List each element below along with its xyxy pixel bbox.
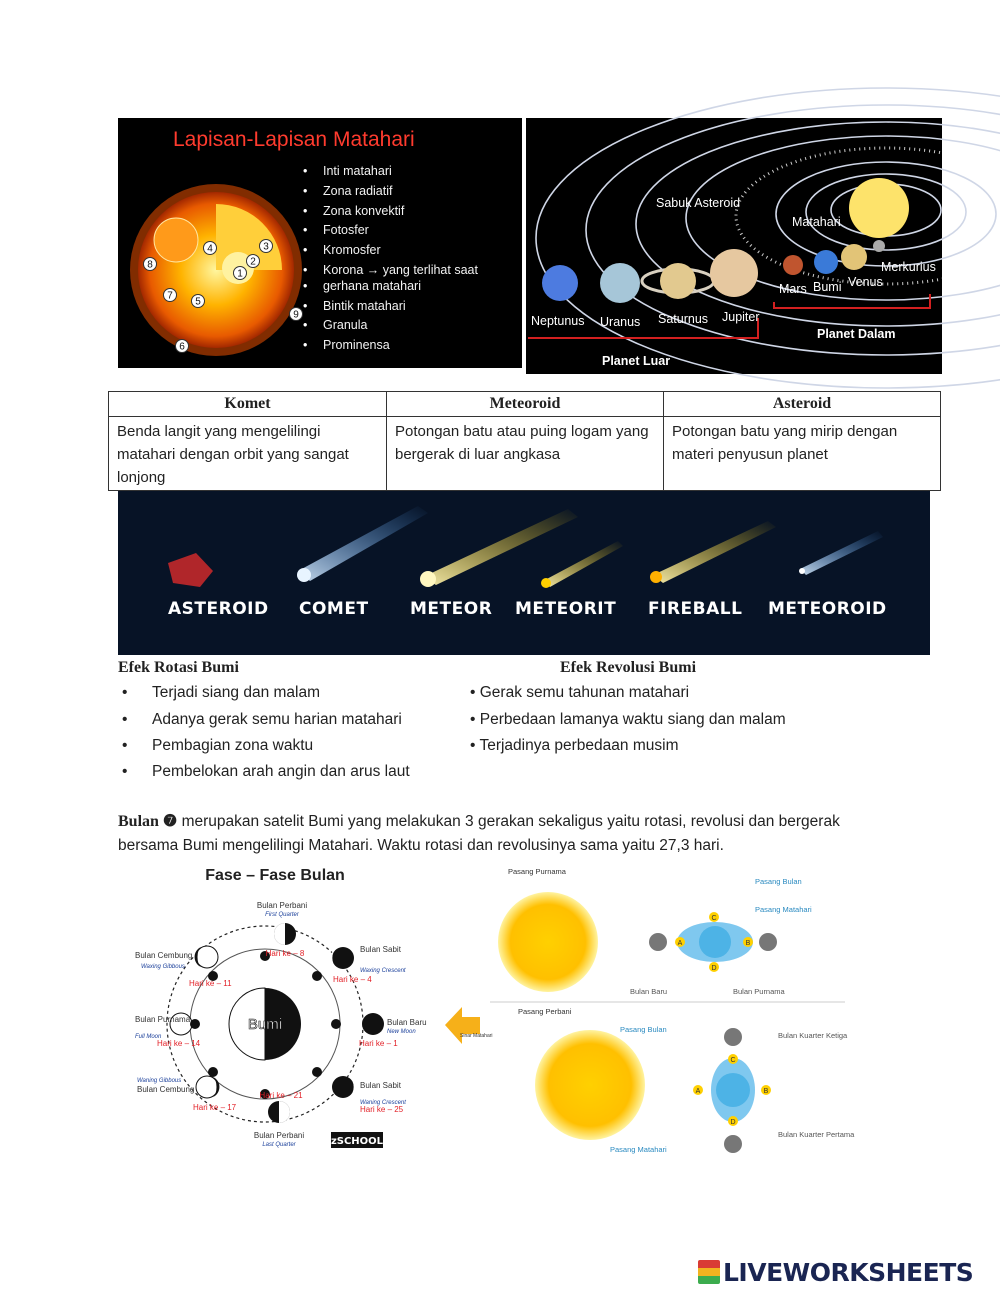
planet-label-jupiter: Jupiter	[722, 310, 760, 324]
sun-marker-number: 8	[147, 259, 153, 271]
sun-label: Matahari	[792, 215, 841, 229]
rotation-item: Pembelokan arah angin dan arus laut	[152, 763, 410, 780]
planet-label-mars: Mars	[779, 282, 807, 296]
tide-moon-label-2: Pasang Bulan	[620, 1025, 667, 1034]
bullet: •	[122, 711, 128, 728]
revolution-item: • Terjadinya perbedaan musim	[470, 737, 679, 754]
sunlight-label: Sinar Matahari	[460, 1033, 493, 1039]
phase-top-en: First Quarter	[265, 912, 299, 918]
rotation-item: Terjadi siang dan malam	[152, 684, 321, 701]
sun-layer-item: • Zona radiatif	[323, 182, 478, 202]
sun-marker-number: 5	[195, 296, 201, 308]
space-label-asteroid: ASTEROID	[168, 599, 269, 619]
tide-third-quarter-label: Bulan Kuarter Ketiga	[778, 1031, 848, 1040]
tide-sun-label: Pasang Matahari	[755, 905, 812, 914]
revolution-heading: Efek Revolusi Bumi	[560, 659, 697, 676]
space-label-comet: COMET	[299, 599, 369, 619]
phase-title: Fase – Fase Bulan	[205, 867, 345, 884]
phase-ll-name: Bulan Cembung	[137, 1085, 195, 1094]
planet-label-uranus: Uranus	[600, 315, 641, 329]
phase-ll-day: Hari ke – 17	[193, 1103, 237, 1112]
tide-sun-label-2: Pasang Matahari	[610, 1145, 667, 1154]
rotation-item: Adanya gerak semu harian matahari	[152, 711, 402, 728]
sun-layers-image	[118, 118, 522, 368]
sun-marker-number: 7	[167, 290, 173, 302]
rotation-item: Pembagian zona waktu	[152, 737, 314, 754]
bullet: •	[122, 684, 128, 701]
asteroid-belt-label: Sabuk Asteroid	[656, 196, 741, 210]
sun-layer-item: • Prominensa	[323, 336, 478, 356]
phase-l-name: Bulan Purnama	[135, 1015, 191, 1024]
moon-term: Bulan ❼	[118, 813, 178, 830]
zschool-logo: zSCHOOL	[330, 1136, 384, 1147]
sun-layer-item: • Bintik matahari	[323, 297, 478, 317]
point-a-2: A	[695, 1088, 701, 1095]
revolution-item: • Perbedaan lamanya waktu siang dan malam	[470, 711, 786, 728]
sun-layer-item: • Korona → yang terlihat saat	[323, 261, 478, 281]
planet-label-neptunus: Neptunus	[531, 314, 585, 328]
point-b: B	[745, 940, 751, 947]
sun-layer-item: • Fotosfer	[323, 221, 478, 241]
planet-label-saturnus: Saturnus	[658, 312, 709, 326]
sun-marker-number: 2	[250, 256, 256, 268]
space-label-meteorit: METEORIT	[515, 599, 617, 619]
phase-r-day: Hari ke – 1	[359, 1039, 398, 1048]
phase-ul-day: Hari ke – 11	[189, 979, 232, 988]
phase-ul-name: Bulan Cembung	[135, 951, 193, 960]
sun-marker-number: 3	[263, 241, 269, 253]
space-label-meteor: METEOR	[410, 599, 493, 619]
phase-l-en: Full Moon	[135, 1034, 162, 1040]
rotation-heading: Efek Rotasi Bumi	[118, 659, 239, 676]
sun-layer-item: • Inti matahari	[323, 162, 478, 182]
table-cell: Potongan batu atau puing logam yang bergerak di luar angkasa	[387, 417, 664, 491]
liveworksheets-logo	[698, 1258, 973, 1287]
sun-layer-item-continued: • gerhana matahari	[323, 277, 478, 297]
bullet: •	[122, 763, 128, 780]
phase-ul-en: Waxing Gibbous	[141, 964, 185, 970]
point-d-2: D	[730, 1119, 736, 1126]
tides-diagram	[460, 862, 855, 1162]
table-header: Meteoroid	[387, 392, 664, 417]
earth-label: Bumi	[247, 1016, 283, 1033]
point-a: A	[677, 940, 683, 947]
sun-marker-number: 4	[207, 243, 213, 255]
phase-l-day: Hari ke – 14	[157, 1039, 201, 1048]
tide-moon-label: Pasang Bulan	[755, 877, 802, 886]
moon-phases-diagram	[135, 862, 427, 1162]
phase-ll-en: Waning Gibbous	[137, 1078, 182, 1084]
phase-bottom-en: Last Quarter	[262, 1142, 296, 1148]
tide-full-moon-label: Bulan Purnama	[733, 987, 785, 996]
phase-lr-day: Hari ke – 25	[360, 1105, 404, 1114]
sun-marker-number: 1	[237, 268, 243, 280]
inner-planets-label: Planet Dalam	[817, 327, 896, 341]
planet-label-bumi: Bumi	[813, 280, 842, 294]
revolution-item: • Gerak semu tahunan matahari	[470, 684, 690, 701]
tide-new-moon-label: Bulan Baru	[630, 987, 668, 996]
tide-first-quarter-label: Bulan Kuarter Pertama	[778, 1130, 855, 1139]
sun-markers	[118, 118, 318, 368]
moon-description: merupakan satelit Bumi yang melakukan 3 gerakan sekaligus yaitu rotasi, revolusi dan bergerak bersama Bumi mengelilingi Matahari. Waktu rotasi dan revolusinya sama yaitu 27,3 hari.	[118, 813, 840, 854]
sun-layer-item: • Zona konvektif	[323, 202, 478, 222]
phase-r-en: New Moon	[387, 1029, 416, 1035]
celestial-objects-table	[108, 391, 941, 491]
table-header: Asteroid	[664, 392, 941, 417]
space-objects-image	[118, 491, 930, 655]
sun-marker-number: 9	[293, 309, 299, 321]
phase-top-day: Hari ke – 8	[265, 949, 305, 958]
sun-layer-list	[323, 162, 478, 356]
phase-lr-en: Waning Crescent	[360, 1100, 406, 1106]
table-header: Komet	[109, 392, 387, 417]
logo-icon	[698, 1260, 720, 1284]
point-c: C	[711, 915, 717, 922]
outer-planets-label: Planet Luar	[602, 354, 671, 368]
space-objects-art	[118, 491, 930, 655]
planet-label-merkurius: Merkurius	[881, 260, 936, 274]
logo-text: LIVEWORKSHEETS	[723, 1258, 974, 1287]
phase-ur-en: Waxing Crescent	[360, 968, 406, 974]
point-b-2: B	[763, 1088, 769, 1095]
moon-paragraph	[118, 810, 878, 858]
point-c-2: C	[730, 1057, 736, 1064]
table-cell: Benda langit yang mengelilingi matahari dengan orbit yang sangat lonjong	[109, 417, 387, 491]
phase-r-name: Bulan Baru	[387, 1018, 427, 1027]
tide-spring-label: Pasang Purnama	[508, 867, 566, 876]
phase-lr-name: Bulan Sabit	[360, 1081, 401, 1090]
bullet: •	[122, 737, 128, 754]
phase-ur-day: Hari ke – 4	[333, 975, 372, 984]
tide-neap-label: Pasang Perbani	[518, 1007, 572, 1016]
solar-system-image	[526, 118, 942, 374]
planet-label-venus: Venus	[848, 275, 883, 289]
phase-ur-name: Bulan Sabit	[360, 945, 401, 954]
space-label-meteoroid: METEOROID	[768, 599, 887, 619]
phase-top-name: Bulan Perbani	[256, 901, 308, 910]
sun-layer-item: • Kromosfer	[323, 241, 478, 261]
point-d: D	[711, 965, 717, 972]
sun-layer-item: • Granula	[323, 316, 478, 336]
sun-figure-title: Lapisan-Lapisan Matahari	[173, 128, 415, 151]
table-cell: Potongan batu yang mirip dengan materi penyusun planet	[664, 417, 941, 491]
phase-bottom-name: Bulan Perbani	[253, 1131, 305, 1140]
phase-bottom-day: Hari ke – 21	[259, 1091, 303, 1100]
sun-marker-number: 6	[179, 341, 185, 353]
space-label-fireball: FIREBALL	[648, 599, 743, 619]
